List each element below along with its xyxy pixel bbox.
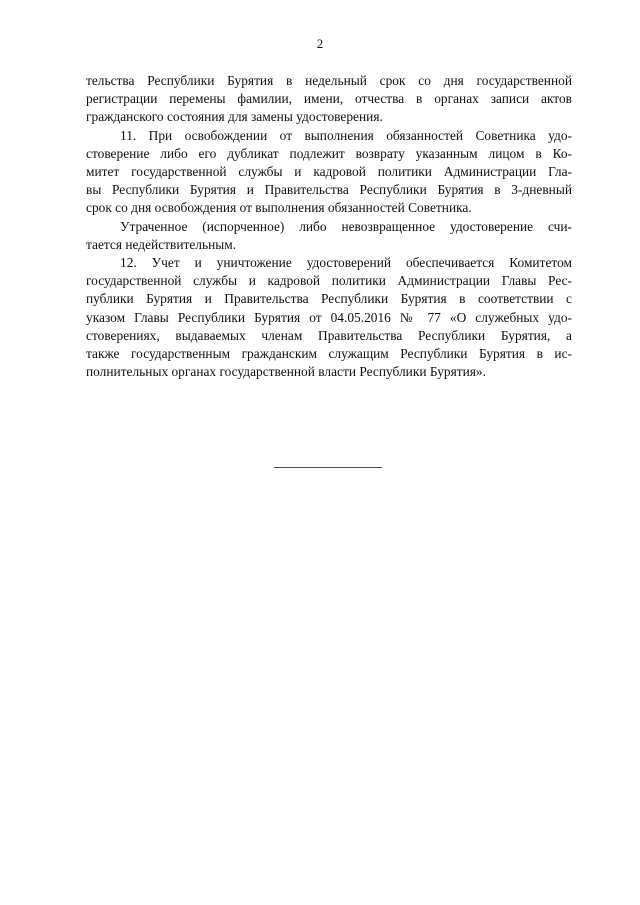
text-line: срок со дня освобождения от выполнения обязанностей Советника. [86,200,472,216]
text-line: полнительных органах государственной власти Республики Бурятия». [86,364,486,380]
text-line: 12. Учет и уничтожение удостоверений обеспечивается Комитетом [120,255,572,271]
text-line: указом Главы Республики Бурятия от 04.05.2016 № 77 «О служебных удо- [86,309,572,325]
paragraph-item-11 [86,127,572,218]
text-line: Утраченное (испорченное) либо невозвращенное удостоверение счи- [120,218,572,234]
text-line: публики Бурятия и Правительства Республики Бурятия в соответствии с [86,291,572,307]
text-line: стоверение либо его дубликат подлежит возврату указанным лицом в Ко- [86,145,572,161]
text-line: стоверениях, выдаваемых членам Правительства Республики Бурятия, а [86,327,572,343]
text-line: тается недействительным. [86,236,237,252]
text-line: также государственным гражданским служащим Республики Бурятия в ис- [86,346,572,362]
text-line: гражданского состояния для замены удостоверения. [86,109,383,125]
paragraph-item-12 [86,254,572,381]
text-line: регистрации перемены фамилии, имени, отчества в органах записи актов [86,91,572,107]
paragraph-lost-certificate [86,218,572,254]
text-line: тельства Республики Бурятия в недельный срок со дня государственной [86,73,572,88]
text-line: государственной службы и кадровой политики Администрации Главы Рес- [86,273,572,289]
end-separator-line [274,467,382,468]
text-line: вы Республики Бурятия и Правительства Республики Бурятия в 3-дневный [86,182,572,198]
paragraph-continuation [86,72,572,127]
page-number: 2 [316,36,324,51]
document-body [86,72,572,381]
text-line: 11. При освобождении от выполнения обязанностей Советника удо- [120,127,572,143]
text-line: митет государственной службы и кадровой политики Администрации Гла- [86,164,572,180]
